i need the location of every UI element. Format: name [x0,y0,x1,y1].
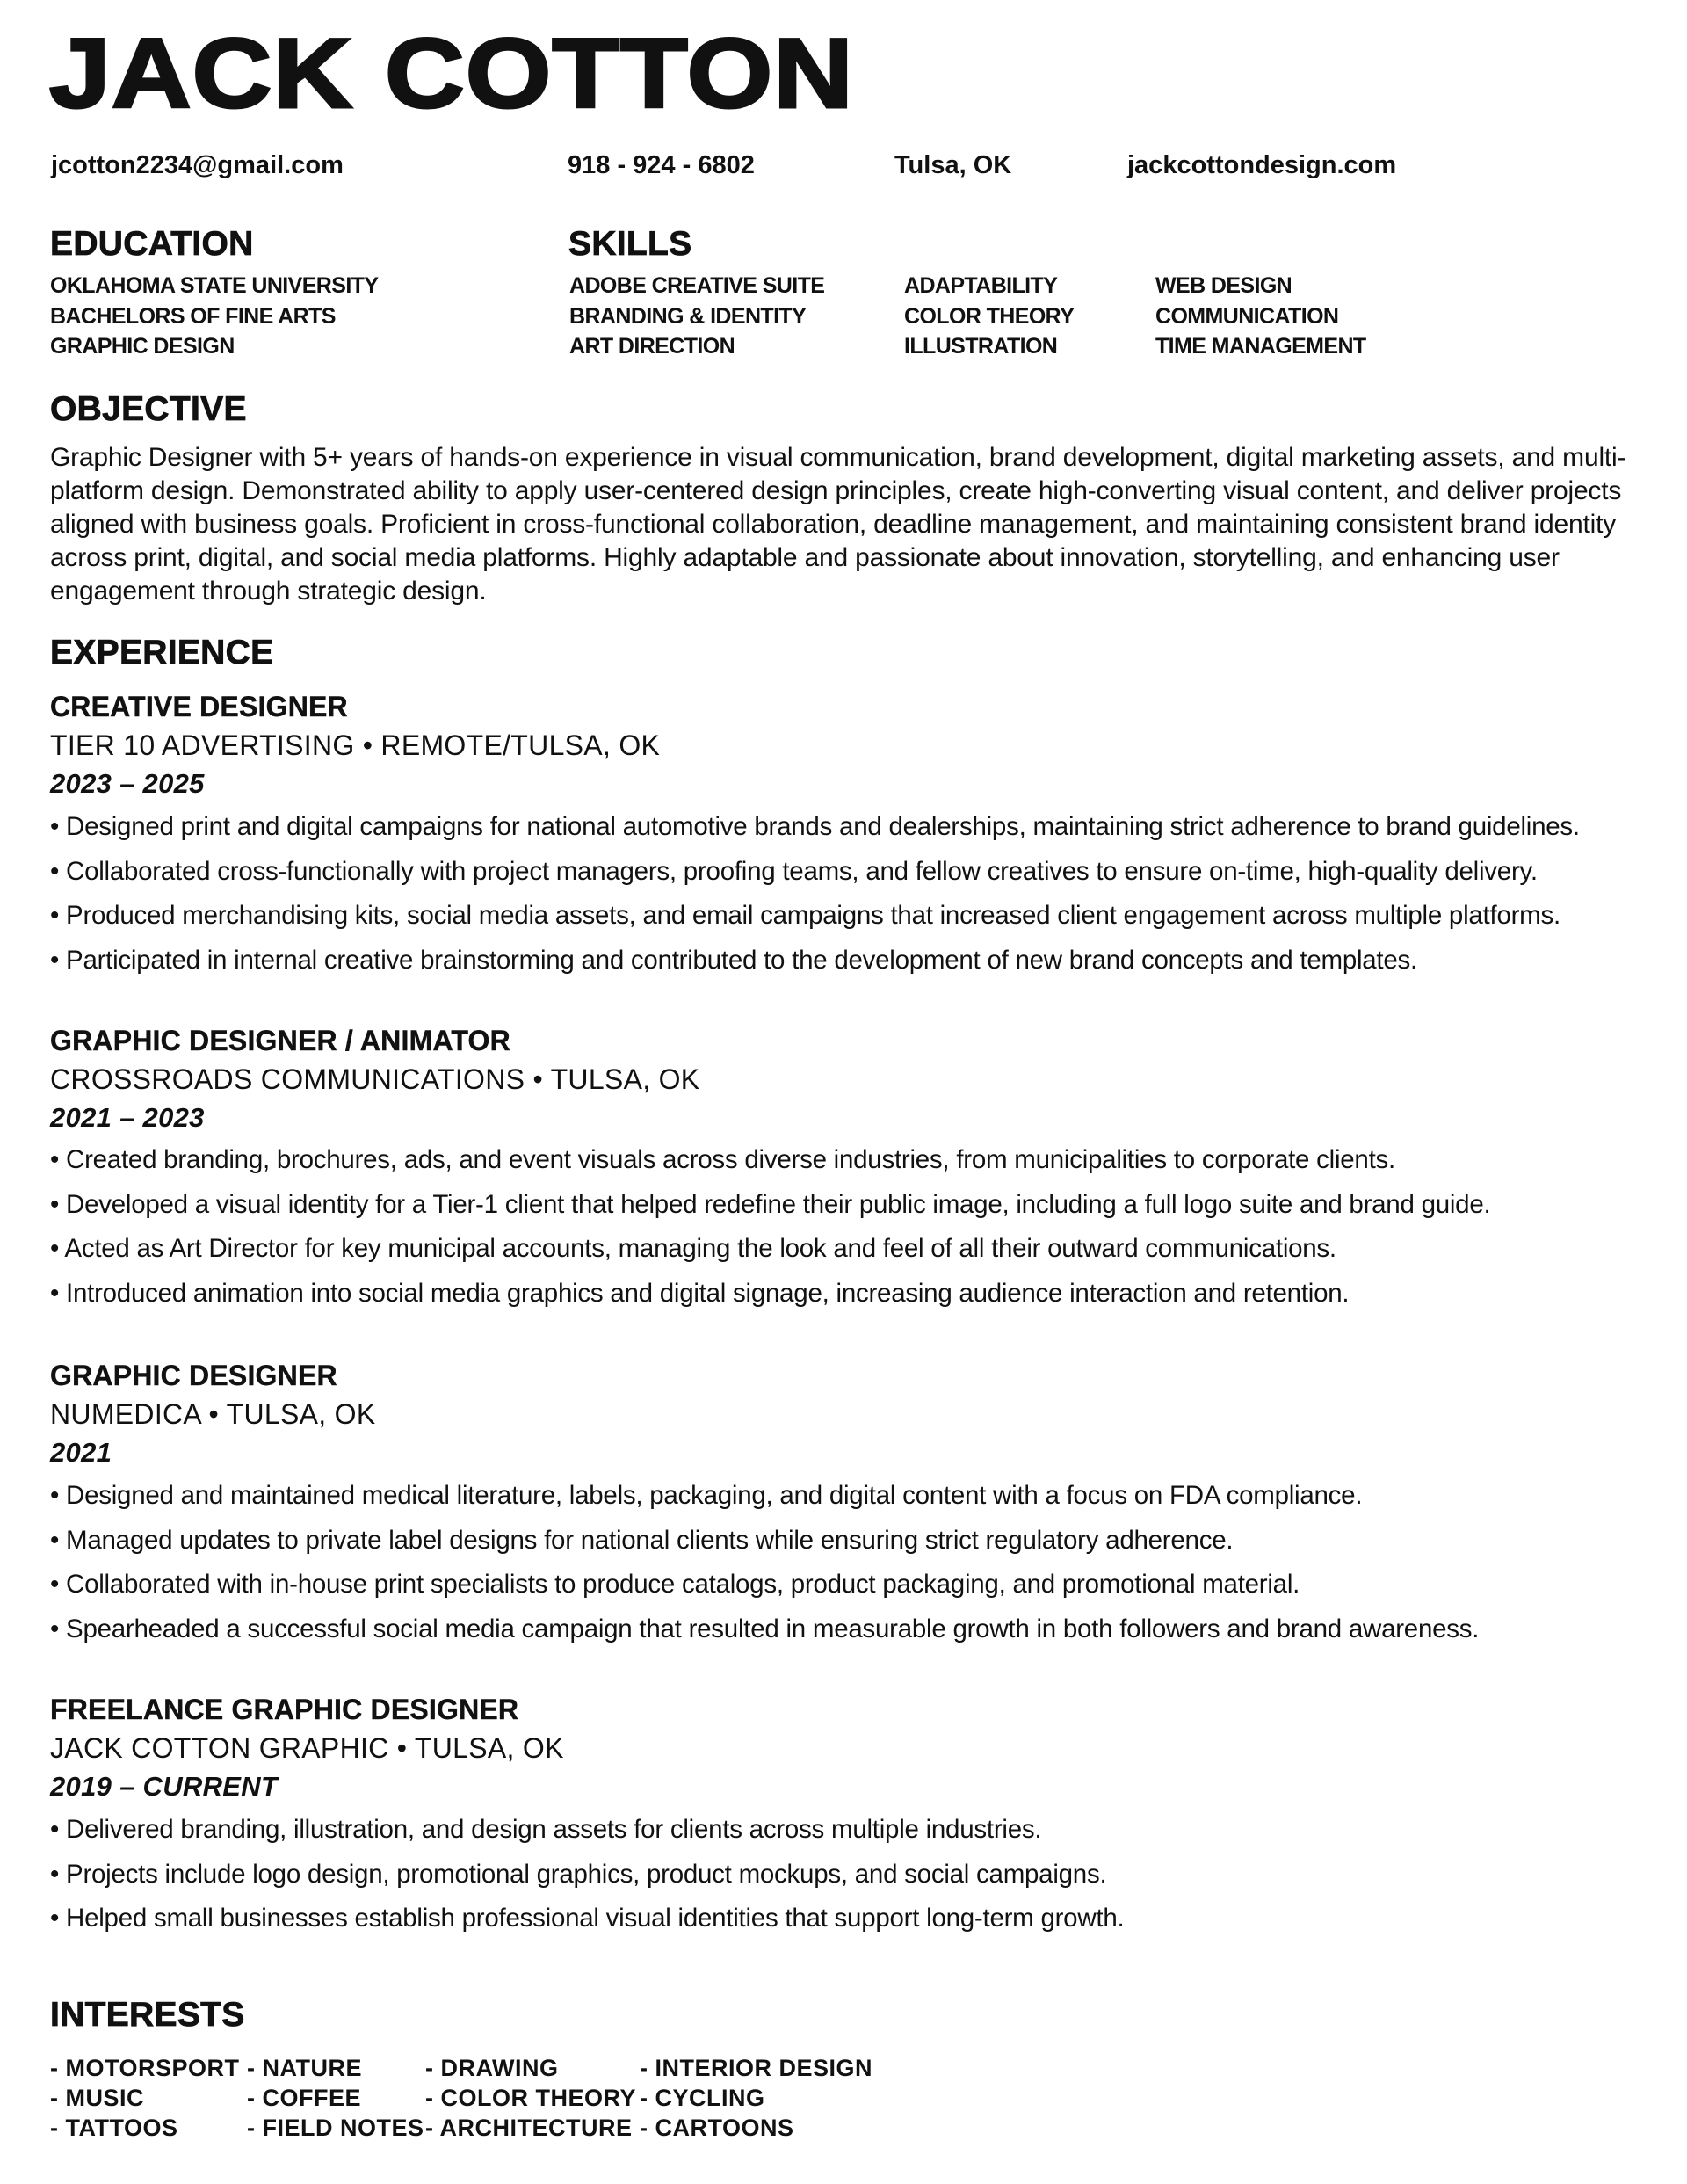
interest-item: - ARCHITECTURE [425,2115,633,2141]
skills-column [569,271,824,362]
job-title: GRAPHIC DESIGNER / ANIMATOR [50,1025,510,1056]
bullet-item: • Projects include logo design, promotional graphics, product mockups, and social campaigns. [50,1859,1107,1889]
education-heading: EDUCATION [50,225,254,263]
education-line: BACHELORS OF FINE ARTS [50,303,336,329]
interest-item: - INTERIOR DESIGN [640,2055,873,2081]
job-company: CROSSROADS COMMUNICATIONS • TULSA, OK [50,1063,700,1095]
job-company: JACK COTTON GRAPHIC • TULSA, OK [50,1732,564,1764]
skill-item: ART DIRECTION [569,334,735,359]
skills-column [1155,271,1366,362]
skills-column [904,271,1074,362]
skill-item: BRANDING & IDENTITY [569,303,807,329]
interest-item: - CARTOONS [640,2115,794,2141]
bullet-item: • Introduced animation into social media graphics and digital signage, increasing audience interaction and retention. [50,1278,1350,1308]
bullet-item: • Created branding, brochures, ads, and event visuals across diverse industries, from municipalities to corporate clients. [50,1145,1395,1174]
skill-item: COLOR THEORY [904,303,1075,329]
phone: 918 - 924 - 6802 [568,151,755,179]
job-title: FREELANCE GRAPHIC DESIGNER [50,1694,519,1725]
bullet-item: • Designed print and digital campaigns for national automotive brands and dealerships, maintaining strict adherence to brand guidelines. [50,812,1580,841]
job-dates: 2023 – 2025 [50,768,205,799]
job-company: NUMEDICA • TULSA, OK [50,1398,376,1430]
bullet-item: • Participated in internal creative brainstorming and contributed to the development of new brand concepts and templates. [50,945,1417,975]
objective-heading: OBJECTIVE [50,390,247,428]
bullet-item: • Designed and maintained medical literature, labels, packaging, and digital content with a focus on FDA compliance. [50,1481,1363,1510]
education-line: GRAPHIC DESIGN [50,334,235,359]
job-bullets [50,1808,1124,1941]
interest-item: - COFFEE [247,2085,361,2111]
interests-heading: INTERESTS [50,1996,245,2034]
job-bullets [50,1138,1490,1316]
job-bullets [50,805,1580,983]
bullet-item: • Delivered branding, illustration, and design assets for clients across multiple industries. [50,1815,1042,1844]
job-title: CREATIVE DESIGNER [50,691,348,722]
skill-item: COMMUNICATION [1155,303,1339,329]
bullet-item: • Managed updates to private label designs for national clients while ensuring strict regulatory adherence. [50,1525,1234,1555]
skill-item: WEB DESIGN [1155,273,1292,298]
skill-item: ADAPTABILITY [904,273,1058,298]
job-company: TIER 10 ADVERTISING • REMOTE/TULSA, OK [50,729,661,761]
experience-heading: EXPERIENCE [50,634,274,671]
email: jcotton2234@gmail.com [51,151,344,179]
skill-item: ILLUSTRATION [904,334,1058,359]
bullet-item: • Helped small businesses establish professional visual identities that support long-term growth. [50,1904,1125,1933]
education-list [50,271,378,362]
interest-item: - FIELD NOTES [247,2115,424,2141]
interests-column [247,2053,424,2143]
job-dates: 2021 [50,1437,112,1468]
objective-text: Graphic Designer with 5+ years of hands-on experience in visual communication, brand development, digital marketing assets, and multi-platform design. Demonstrated ability to apply user-centered design principles, create high-converting visual content, and deliver projects aligned with business goals. Proficient in cross-functional collaboration, deadline management, and maintaining consistent brand identity across print, digital, and social media platforms. Highly adaptable and passionate about innovation, storytelling, and enhancing user engagement through strategic design. [50,443,1626,606]
interest-item: - MUSIC [50,2085,144,2111]
interests-column [640,2053,872,2143]
job-title: GRAPHIC DESIGNER [50,1360,337,1391]
interests-column [50,2053,240,2143]
interest-item: - MOTORSPORT [50,2055,240,2081]
interest-item: - TATTOOS [50,2115,178,2141]
skill-item: TIME MANAGEMENT [1155,334,1366,359]
name-heading: JACK COTTON [49,18,855,128]
job-bullets [50,1474,1479,1651]
bullet-item: • Spearheaded a successful social media campaign that resulted in measurable growth in both followers and brand awareness. [50,1614,1480,1643]
bullet-item: • Produced merchandising kits, social media assets, and email campaigns that increased client engagement across multiple platforms. [50,901,1560,930]
interest-item: - COLOR THEORY [425,2085,636,2111]
website: jackcottondesign.com [1127,151,1397,179]
location: Tulsa, OK [894,151,1012,179]
bullet-item: • Acted as Art Director for key municipal accounts, managing the look and feel of all their outward communications. [50,1234,1336,1263]
bullet-item: • Collaborated cross-functionally with project managers, proofing teams, and fellow creatives to ensure on-time, high-quality delivery. [50,856,1538,886]
bullet-item: • Developed a visual identity for a Tier-1 client that helped redefine their public image, including a full logo suite and brand guide. [50,1189,1491,1219]
skills-heading: SKILLS [568,225,692,263]
interest-item: - DRAWING [425,2055,559,2081]
skill-item: ADOBE CREATIVE SUITE [569,273,825,298]
interests-column [425,2053,636,2143]
job-dates: 2021 – 2023 [50,1102,205,1133]
bullet-item: • Collaborated with in-house print specialists to produce catalogs, product packaging, and promotional material. [50,1570,1300,1599]
interest-item: - NATURE [247,2055,362,2081]
interest-item: - CYCLING [640,2085,765,2111]
job-dates: 2019 – CURRENT [50,1771,279,1802]
education-line: OKLAHOMA STATE UNIVERSITY [50,273,379,298]
